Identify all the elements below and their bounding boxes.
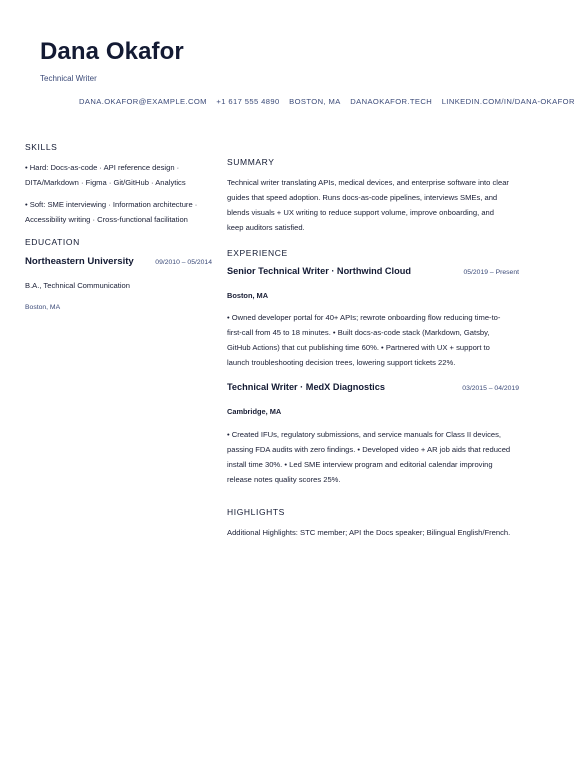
candidate-role: Technical Writer — [40, 74, 97, 83]
job-1-description — [227, 310, 519, 370]
summary-line: guides that speed adoption. Runs docs-as-code pipelines, interviews SMEs, and — [227, 193, 498, 202]
job-1-location: Boston, MA — [227, 291, 269, 300]
contact-phone: +1 617 555 4890 — [216, 97, 280, 106]
summary-text — [227, 175, 519, 235]
summary-line: blends visuals + UX writing to reduce support volume, improve onboarding, and — [227, 208, 494, 217]
job-2-line: • Created IFUs, regulatory submissions, and service manuals for Class II devices, — [227, 430, 502, 439]
contact-website: DANAOKAFOR.TECH — [350, 97, 433, 106]
job-2-location: Cambridge, MA — [227, 407, 282, 416]
job-1-dates: 05/2019 – Present — [463, 269, 519, 276]
education-degree: B.A., Technical Communication — [25, 281, 130, 290]
summary-line: keep auditors satisfied. — [227, 223, 305, 232]
skills-soft — [25, 197, 215, 227]
job-1-line: GitHub Actions) that cut publishing time 60%. • Partnered with UX + support to — [227, 343, 490, 352]
skills-soft-line-2: Accessibility writing · Cross-functional facilitation — [25, 215, 188, 224]
job-1-line: • Owned developer portal for 40+ APIs; rewrote onboarding flow reducing time-to- — [227, 313, 501, 322]
education-school: Northeastern University — [25, 256, 134, 267]
contact-linkedin: LINKEDIN.COM/IN/DANA-OKAFOR — [441, 97, 575, 106]
job-2-title: Technical Writer · MedX Diagnostics — [227, 382, 385, 392]
skills-hard-line-1: • Hard: Docs-as-code · API reference design · — [25, 163, 180, 172]
contact-email: DANA.OKAFOR@EXAMPLE.COM — [79, 97, 207, 106]
job-1-line: first-call from 45 to 18 minutes. • Built docs-as-code stack (Markdown, Gatsby, — [227, 328, 490, 337]
skills-hard — [25, 160, 215, 190]
education-location: Boston, MA — [25, 304, 61, 311]
education-heading: EDUCATION — [25, 237, 80, 247]
candidate-name: Dana Okafor — [40, 38, 184, 65]
job-1-title: Senior Technical Writer · Northwind Cloud — [227, 266, 411, 276]
job-2-dates: 03/2015 – 04/2019 — [462, 385, 519, 392]
skills-hard-line-2: DITA/Markdown · Figma · Git/GitHub · Analytics — [25, 178, 186, 187]
skills-heading: SKILLS — [25, 142, 58, 152]
contact-location: BOSTON, MA — [289, 97, 341, 106]
job-1-line: launch troubleshooting decision trees, lowering support tickets 22%. — [227, 358, 456, 367]
skills-soft-line-1: • Soft: SME interviewing · Information architecture · — [25, 200, 198, 209]
job-2-line: install time 30%. • Led SME interview program and editorial calendar improving — [227, 460, 493, 469]
job-2-line: passing FDA audits with zero findings. • Developed video + AR job aids that reduced — [227, 445, 511, 454]
job-2-line: release notes quality scores 25%. — [227, 475, 341, 484]
summary-heading: SUMMARY — [227, 157, 275, 167]
highlights-heading: HIGHLIGHTS — [227, 507, 285, 517]
summary-line: Technical writer translating APIs, medical devices, and enterprise software into clear — [227, 178, 509, 187]
highlights-text: Additional Highlights: STC member; API the Docs speaker; Bilingual English/French. — [227, 528, 511, 537]
experience-heading: EXPERIENCE — [227, 248, 288, 258]
job-2-description — [227, 427, 519, 487]
contact-line — [79, 97, 582, 106]
education-dates: 09/2010 – 05/2014 — [155, 259, 212, 266]
